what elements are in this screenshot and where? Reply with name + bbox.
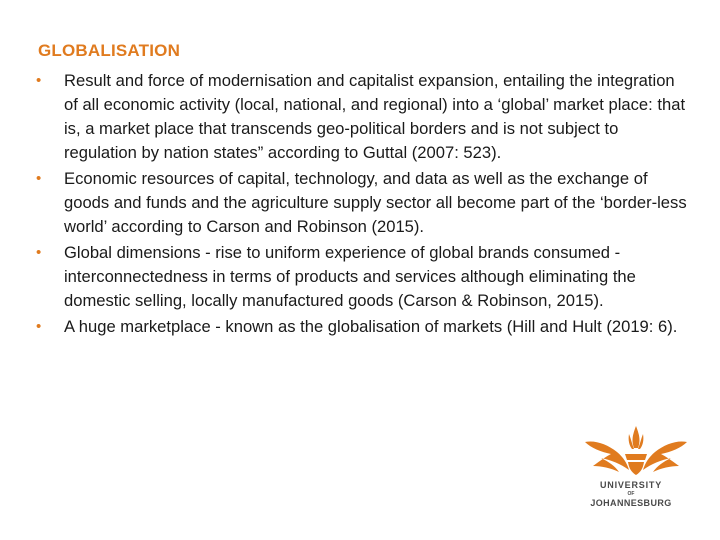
bullet-dot-icon: • [36,318,42,335]
bullet-text: Global dimensions - rise to uniform experience of global brands consumed - interconnectedness in terms of products and services although eliminating the domestic selling, locally manufactured goods (Carson & Robinson, 2015). [64,243,636,310]
bullet-dot-icon: • [36,72,42,89]
bullet-item [38,315,688,339]
logo-line-university: UNIVERSITY [599,480,662,490]
bullet-text: A huge marketplace - known as the globalisation of markets (Hill and Hult (2019: 6). [64,317,678,336]
bullet-text: Result and force of modernisation and capitalist expansion, entailing the integration of all economic activity (local, national, and regional) into a ‘global’ market place: that is, a market place that transcends geo-political borders and is not subject to regulation by nation states” according to Guttal (2007: 523). [64,71,686,162]
bullet-text: Economic resources of capital, technology, and data as well as the exchange of goods and funds and the agriculture supply sector all become part of the ‘border-less world’ according to Carson and Robinson (2015). [64,169,687,236]
slide-title: GLOBALISATION [38,41,181,60]
bullet-list [38,69,688,341]
logo-line-johannesburg: JOHANNESBURG [590,498,672,508]
bullet-item [38,241,688,313]
bullet-item [38,167,688,239]
logo-line-of: OF [627,491,635,497]
bullet-item [38,69,688,165]
bullet-dot-icon: • [36,170,42,187]
bullet-dot-icon: • [36,244,42,261]
university-logo-text [581,481,681,508]
